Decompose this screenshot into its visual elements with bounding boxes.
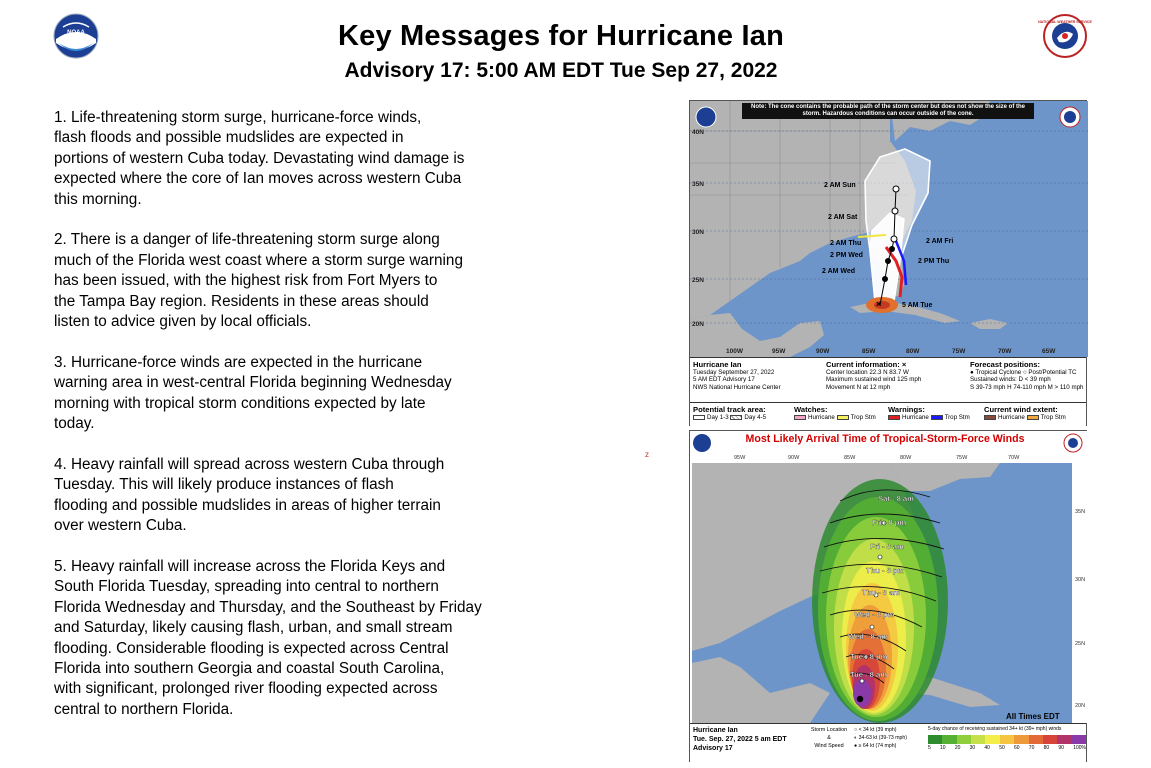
arrival-date: Tue. Sep. 27, 2022 5 am EDT [693, 736, 787, 743]
current-movement: Movement N at 12 mph [826, 383, 891, 391]
arrival-legend: Hurricane Ian Tue. Sep. 27, 2022 5 am EDT Advisory 17 Storm Location & Wind Speed ○ < 34 kt (39 mph) ◐ 34-63 kt (39-73 mph) ● ≥ 64 kt (74 mph) 5-day chance of receiving sustained 34+ kt (39+ mph) winds 5 10 20 30 40 50 60 70 80 90 100% [690, 723, 1086, 763]
track-label: 2 PM Wed [830, 252, 863, 259]
probability-tick: 40 [984, 745, 990, 751]
day45-label: Day 4-5 [744, 414, 767, 421]
current-location: Center location 22.3 N 83.7 W [826, 369, 909, 376]
cone-lat-label: 35N [692, 181, 704, 188]
cone-lon-label: 70W [998, 348, 1012, 355]
arrival-lon-label: 80W [900, 455, 912, 461]
probability-tick: 20 [954, 745, 961, 751]
wind-3-label: ≥ 64 kt (74 mph) [858, 743, 897, 749]
arrival-lat-label: 25N [1075, 641, 1086, 647]
d-label: D < 39 mph [1018, 376, 1051, 384]
probability-tick: 60 [1014, 745, 1020, 751]
contour-label: Tue - 8 am [850, 670, 887, 679]
cone-lon-label: 100W [726, 348, 743, 355]
watches-heading: Watches: [794, 405, 828, 414]
day13-label: Day 1-3 [707, 414, 729, 421]
wind-extent-heading: Current wind extent: [984, 405, 1058, 414]
contour-label: Thu - 8 am [862, 588, 900, 597]
probability-tick: 50 [999, 745, 1005, 751]
sustained-label: Sustained winds: [970, 376, 1017, 384]
arrival-lon-label: 90W [788, 455, 800, 461]
probability-swatch [942, 735, 956, 744]
warning-hurricane-label: Hurricane [902, 414, 929, 421]
cone-lat-label: 40N [692, 129, 704, 136]
key-message-5: 5. Heavy rainfall will increase across the Florida Keys and South Florida Tuesday, spreading into central to northern Florida Wednesday and Thursday, and the Southeast by Friday and Saturday, likely causing flash, urban, and small stream flooding. Considerable flooding is expected across Central Florida into southern Georgia and coastal South Carolina, with significant, prolonged river flooding expected across central to northern Florida. [54, 557, 482, 718]
amp-label: & [827, 735, 831, 741]
probability-swatch [1029, 735, 1043, 744]
track-label: 2 AM Sat [828, 214, 858, 221]
watch-hurricane-label: Hurricane [808, 414, 835, 421]
cone-lon-label: 75W [952, 348, 966, 355]
cone-lat-label: 30N [692, 229, 704, 236]
current-max-wind: Maximum sustained wind 125 mph [826, 376, 922, 384]
cone-lon-label: 65W [1042, 348, 1056, 355]
page-title: Key Messages for Hurricane Ian [337, 20, 784, 52]
storm-name: Hurricane Ian [693, 360, 742, 369]
h-label: H 74-110 mph [1007, 383, 1046, 391]
arrival-time-graphic [689, 430, 1087, 762]
probability-ticks [928, 745, 1086, 752]
probability-swatch [1000, 735, 1014, 744]
stray-mark: z [645, 450, 649, 459]
key-message-1: 1. Life-threatening storm surge, hurricane-force winds, flash floods and possible mudslides are expected in portions of western Cuba today. Devastating wind damage is expected where the core of Ian moves across western Cuba this morning. [54, 109, 465, 208]
arrival-lon-label: 85W [844, 455, 856, 461]
track-label: 2 AM Wed [822, 268, 856, 275]
probability-color-bar [928, 735, 1086, 744]
wind-2-label: 34-63 kt (39-73 mph) [858, 735, 908, 741]
wind-1-label: < 34 kt (39 mph) [858, 727, 897, 733]
extent-trop-label: Trop Stm [1040, 414, 1066, 421]
cone-legend: Hurricane Ian Tuesday September 27, 2022 5 AM EDT Advisory 17 NWS National Hurricane Center Current information: × Center location 22.3 N 83.7 W Maximum sustained wind 125 mph Movement N at 12 mph Forecast positions: ● Tropical Cyclone ○ Post/Potential TC Sustained winds: D < 39 mph S 39-73 mph H 74-110 mph M > 110 mph Potential track area: Day 1-3 Day 4-5 Watches: Hurricane Trop Stm Warnings: Hurricane Trop Stm Current wind extent: Hurricane Trop Stm [690, 357, 1086, 427]
watch-trop-label: Trop Stm [850, 414, 876, 421]
cone-note: Note: The cone contains the probable path of the storm center but does not show the size of the storm. Hazardous conditions can occur outside of the cone. [742, 103, 1034, 119]
cone-lat-label: 25N [692, 277, 704, 284]
cone-map [690, 101, 1088, 357]
key-message-4: 4. Heavy rainfall will spread across western Cuba through Tuesday. This will likely produce instances of flash flooding and possible mudslides in areas of higher terrain over western Cuba. [54, 455, 445, 535]
probability-tick: 90 [1058, 745, 1064, 751]
probability-swatch [985, 735, 999, 744]
probability-swatch [1014, 735, 1028, 744]
arrival-lat-label: 20N [1075, 703, 1086, 709]
arrival-lon-label: 95W [734, 455, 746, 461]
contour-label: Fri - 8 am [870, 542, 904, 551]
probability-tick: 100% [1073, 745, 1086, 751]
all-times-label: All Times EDT [1006, 712, 1060, 721]
probability-title: 5-day chance of receiving sustained 34+ kt (39+ mph) winds [928, 726, 1062, 732]
probability-swatch [1057, 735, 1071, 744]
cone-lat-label: 20N [692, 321, 704, 328]
probability-tick: 30 [969, 745, 976, 751]
noaa-mini-icon [696, 107, 716, 127]
probability-tick: 5 [928, 745, 931, 751]
nws-logo-text: NATIONAL WEATHER SERVICE [1038, 20, 1092, 24]
post-tc-label: Post/Potential TC [1028, 369, 1077, 376]
contour-label: Thu - 8 pm [866, 566, 905, 575]
probability-swatch [928, 735, 942, 744]
cone-lon-label: 95W [772, 348, 786, 355]
track-label: 5 AM Tue [902, 302, 933, 309]
storm-date: Tuesday September 27, 2022 [693, 369, 775, 376]
track-label: 2 PM Thu [918, 258, 950, 265]
advisory-subtitle: Advisory 17: 5:00 AM EDT Tue Sep 27, 2022 [344, 59, 778, 82]
current-info-heading: Current information: × [826, 360, 907, 369]
contour-label: Wed - 8 am [848, 632, 888, 641]
s-label: S 39-73 mph [970, 383, 1006, 391]
cone-lon-label: 80W [906, 348, 920, 355]
probability-swatch [957, 735, 971, 744]
key-message-2: 2. There is a danger of life-threatening storm surge along much of the Florida west coast where a storm surge warning has been issued, with the highest risk from Fort Myers to the Tampa Bay region. Residents in these areas should listen to advice given by local officials. [54, 231, 463, 331]
probability-swatch [971, 735, 985, 744]
storm-center: NWS National Hurricane Center [693, 383, 781, 391]
probability-tick: 70 [1028, 745, 1035, 751]
arrival-storm-name: Hurricane Ian [693, 727, 738, 734]
forecast-positions-heading: Forecast positions: [970, 360, 1041, 369]
contour-label: Fri - 8 pm [872, 518, 907, 527]
key-messages-list [54, 108, 574, 741]
storm-location-label: Storm Location [810, 727, 848, 733]
extent-hurricane-label: Hurricane [998, 414, 1025, 421]
probability-tick: 10 [940, 745, 946, 751]
track-label: 2 AM Fri [926, 238, 954, 245]
tropical-cyclone-label: Tropical Cyclone [975, 369, 1022, 376]
contour-label: Tue - 8 pm [850, 652, 888, 661]
arrival-title: Most Likely Arrival Time of Tropical-Storm-Force Winds [745, 433, 1025, 445]
arrival-lat-label: 35N [1075, 509, 1086, 515]
noaa-logo-text: NOAA [67, 30, 85, 36]
current-position-marker: × [876, 299, 882, 309]
track-label: 2 AM Sun [824, 182, 856, 189]
cone-legend-row2 [690, 402, 1086, 428]
key-message-3: 3. Hurricane-force winds are expected in the hurricane warning area in west-central Florida beginning Wednesday morning with tropical storm conditions expected by late today. [54, 353, 452, 433]
contour-label: Sat - 8 am [878, 494, 914, 503]
probability-swatch [1072, 735, 1086, 744]
arrival-map [690, 431, 1088, 723]
m-label: M > 110 mph [1047, 383, 1084, 391]
arrival-lon-label: 70W [1008, 455, 1020, 461]
wind-speed-label: Wind Speed [814, 743, 844, 749]
warnings-heading: Warnings: [888, 405, 925, 414]
arrival-lon-label: 75W [956, 455, 968, 461]
arrival-lat-label: 30N [1075, 577, 1086, 583]
storm-advisory: 5 AM EDT Advisory 17 [693, 376, 755, 384]
cone-lon-label: 85W [862, 348, 876, 355]
track-area-heading: Potential track area: [693, 405, 766, 414]
forecast-cone-graphic [689, 100, 1087, 426]
probability-tick: 80 [1043, 745, 1050, 751]
cone-lon-label: 90W [816, 348, 830, 355]
warning-trop-label: Trop Stm [944, 414, 970, 421]
arrival-advisory: Advisory 17 [693, 745, 733, 752]
probability-swatch [1043, 735, 1057, 744]
track-label: 2 AM Thu [830, 240, 862, 247]
noaa-mini-icon [693, 434, 711, 452]
contour-label: Wed - 8 pm [854, 610, 895, 619]
